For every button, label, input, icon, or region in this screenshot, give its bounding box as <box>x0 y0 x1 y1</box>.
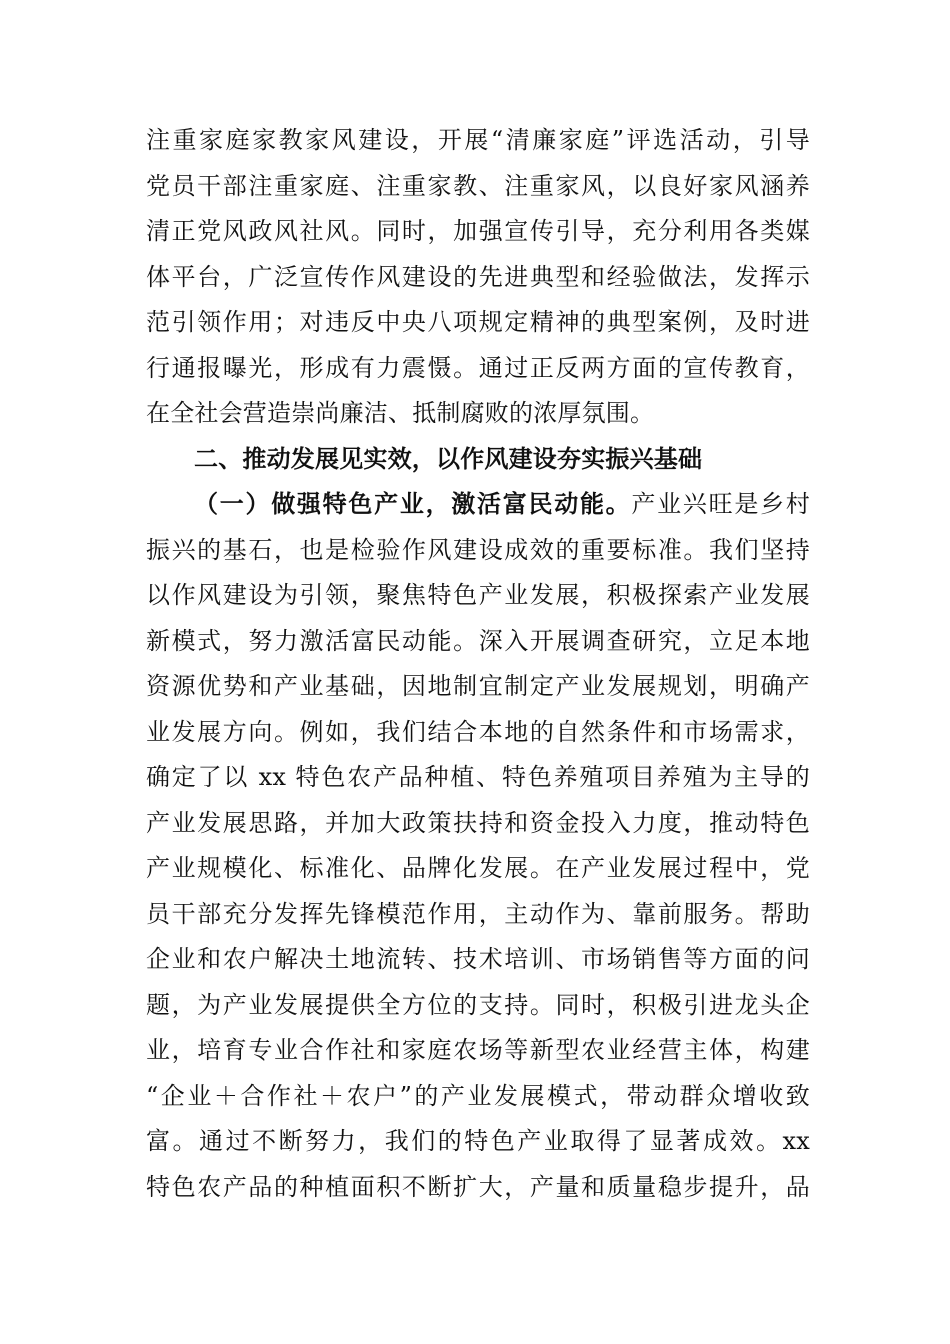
paragraph-line: 题，为产业发展提供全方位的支持。同时，积极引进龙头企 <box>146 990 810 1019</box>
paragraph-line: 在全社会营造崇尚廉洁、抵制腐败的浓厚氛围。 <box>146 399 655 427</box>
paragraph-line: 业发展方向。例如，我们结合本地的自然条件和市场需求， <box>146 717 810 746</box>
paragraph-line: 清正党风政风社风。同时，加强宣传引导，充分利用各类媒 <box>146 217 810 245</box>
paragraph-line: 产业规模化、标准化、品牌化发展。在产业发展过程中，党 <box>146 854 810 882</box>
paragraph-line: 资源优势和产业基础，因地制宜制定产业发展规划，明确产 <box>146 672 810 700</box>
paragraph-line: 以作风建设为引领，聚焦特色产业发展，积极探索产业发展 <box>146 581 810 609</box>
paragraph-line: 企业和农户解决土地流转、技术培训、市场销售等方面的问 <box>146 945 810 973</box>
subsection-first-line <box>146 482 810 528</box>
paragraph-line: 产业发展思路，并加大政策扶持和资金投入力度，推动特色 <box>146 808 810 837</box>
paragraph-line: 员干部充分发挥先锋模范作用，主动作为、靠前服务。帮助 <box>146 899 810 928</box>
paragraph-line: 业，培育专业合作社和家庭农场等新型农业经营主体，构建 <box>146 1036 810 1064</box>
section-heading: 二、推动发展见实效，以作风建设夯实振兴基础 <box>194 444 703 473</box>
paragraph-line: 特色农产品的种植面积不断扩大，产量和质量稳步提升，品 <box>146 1172 810 1201</box>
subsection-title: （一）做强特色产业，激活富民动能。 <box>194 490 632 518</box>
paragraph-line: “企业＋合作社＋农户”的产业发展模式，带动群众增收致 <box>146 1081 810 1110</box>
paragraph-line: 新模式，努力激活富民动能。深入开展调查研究，立足本地 <box>146 626 810 655</box>
paragraph-line: 体平台，广泛宣传作风建设的先进典型和经验做法，发挥示 <box>146 262 810 291</box>
paragraph-line: 振兴的基石，也是检验作风建设成效的重要标准。我们坚持 <box>146 535 810 564</box>
paragraph-line: 富。通过不断努力，我们的特色产业取得了显著成效。xx <box>146 1127 810 1155</box>
subsection-intro: 产业兴旺是乡村 <box>631 490 811 518</box>
paragraph-line: 行通报曝光，形成有力震慑。通过正反两方面的宣传教育， <box>146 353 810 382</box>
paragraph-line: 确定了以 xx 特色农产品种植、特色养殖项目养殖为主导的 <box>146 763 810 791</box>
document-body <box>146 118 810 1210</box>
paragraph-line: 党员干部注重家庭、注重家教、注重家风，以良好家风涵养 <box>146 171 810 200</box>
paragraph-line: 注重家庭家教家风建设，开展“清廉家庭”评选活动，引导 <box>146 126 810 154</box>
paragraph-line: 范引领作用；对违反中央八项规定精神的典型案例，及时进 <box>146 308 810 336</box>
